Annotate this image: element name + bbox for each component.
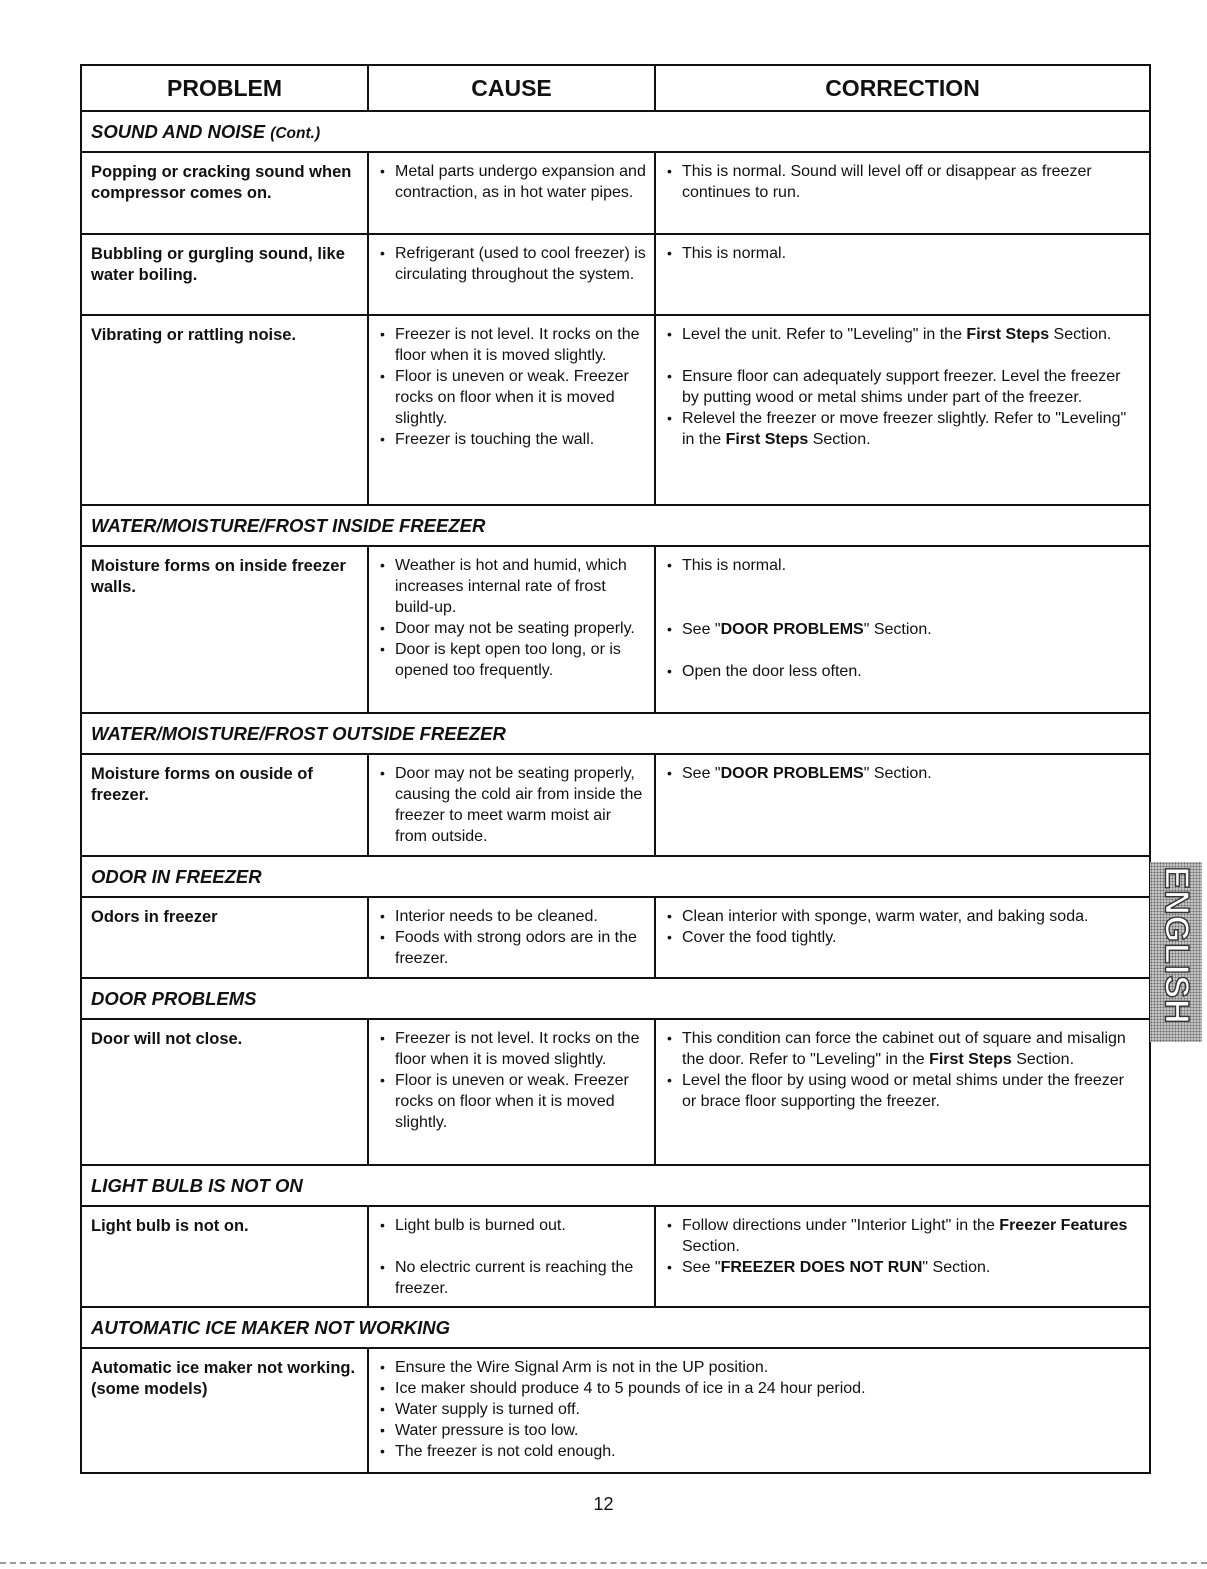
cause-item: • Floor is uneven or weak. Freezer rocks on floor when it is moved slightly. xyxy=(375,1070,646,1133)
correction-text: Section. xyxy=(1011,1051,1075,1068)
list-item: • Water pressure is too low. xyxy=(375,1420,1141,1441)
cause-cell xyxy=(368,897,655,978)
correction-item: • Level the floor by using wood or metal shims under the freezer or brace floor supporting the freezer. xyxy=(662,1070,1141,1112)
cause-cell xyxy=(368,152,655,234)
list-item: • Ensure the Wire Signal Arm is not in the UP position. xyxy=(375,1357,1141,1378)
cause-cell xyxy=(368,234,655,315)
cause-item: • Refrigerant (used to cool freezer) is circulating throughout the system. xyxy=(375,243,646,285)
correction-item: • Ensure floor can adequately support freezer. Level the freezer by putting wood or metal shims under part of the freezer. xyxy=(662,366,1141,408)
bottom-divider xyxy=(0,1562,1207,1564)
table-row xyxy=(81,897,1150,978)
section-reference: First Steps xyxy=(725,431,809,448)
section-row xyxy=(81,111,1150,152)
cause-item: • Floor is uneven or weak. Freezer rocks on floor when it is moved slightly. xyxy=(375,366,646,429)
correction-text: Section. xyxy=(1049,326,1112,343)
cause-item: • Interior needs to be cleaned. xyxy=(375,906,646,927)
cause-cell xyxy=(368,1019,655,1165)
cause-item: • Light bulb is burned out. xyxy=(375,1215,646,1236)
correction-item xyxy=(662,763,1141,784)
correction-item xyxy=(662,408,1141,450)
table-row xyxy=(81,1019,1150,1165)
section-title-outside: WATER/MOISTURE/FROST OUTSIDE FREEZER xyxy=(81,713,1150,754)
cause-item: • No electric current is reaching the freezer. xyxy=(375,1257,646,1299)
cause-item: • Metal parts undergo expansion and contraction, as in hot water pipes. xyxy=(375,161,646,203)
section-reference: First Steps xyxy=(929,1051,1012,1068)
troubleshooting-table xyxy=(80,64,1151,1474)
correction-text: See " xyxy=(682,765,721,782)
list-item: • Ice maker should produce 4 to 5 pounds of ice in a 24 hour period. xyxy=(375,1378,1141,1399)
correction-cell xyxy=(655,1206,1150,1307)
correction-text: This condition can force the cabinet out of square and misalign the door. Refer to "Leveling" in the xyxy=(682,1030,1126,1068)
cause-item: • Freezer is touching the wall. xyxy=(375,429,646,450)
correction-item xyxy=(662,1257,1141,1278)
correction-item: • This is normal. xyxy=(662,555,1141,576)
section-reference: DOOR PROBLEMS xyxy=(720,621,864,638)
correction-item: • Open the door less often. xyxy=(662,661,1141,682)
correction-item: • This is normal. Sound will level off or disappear as freezer continues to run. xyxy=(662,161,1141,203)
correction-item: • Cover the food tightly. xyxy=(662,927,1141,948)
list-item: • The freezer is not cold enough. xyxy=(375,1441,1141,1462)
section-title-inside: WATER/MOISTURE/FROST INSIDE FREEZER xyxy=(81,505,1150,546)
header-problem: PROBLEM xyxy=(81,65,368,111)
correction-cell xyxy=(655,152,1150,234)
section-title-light: LIGHT BULB IS NOT ON xyxy=(81,1165,1150,1206)
correction-text: Relevel the freezer or move freezer slightly. Refer to "Leveling" in the xyxy=(682,410,1127,448)
section-row xyxy=(81,856,1150,897)
header-cause: CAUSE xyxy=(368,65,655,111)
correction-text: See " xyxy=(682,1259,721,1276)
problem-cell: Light bulb is not on. xyxy=(81,1206,368,1307)
correction-text: Section. xyxy=(682,1238,740,1255)
correction-text: " Section. xyxy=(922,1259,991,1276)
section-row xyxy=(81,978,1150,1019)
table-row xyxy=(81,315,1150,505)
correction-item xyxy=(662,1028,1141,1070)
problem-cell: Bubbling or gurgling sound, like water boiling. xyxy=(81,234,368,315)
header-row xyxy=(81,65,1150,111)
section-title-suffix: (Cont.) xyxy=(270,124,321,142)
cause-cell xyxy=(368,754,655,856)
cause-item: • Freezer is not level. It rocks on the floor when it is moved slightly. xyxy=(375,324,646,366)
section-row xyxy=(81,713,1150,754)
correction-cell xyxy=(655,546,1150,713)
language-tab xyxy=(1150,862,1202,1042)
section-row xyxy=(81,1307,1150,1348)
correction-text: " Section. xyxy=(863,765,932,782)
table-row xyxy=(81,234,1150,315)
problem-cell: Moisture forms on ouside of freezer. xyxy=(81,754,368,856)
cause-item: • Weather is hot and humid, which increases internal rate of frost build-up. xyxy=(375,555,646,618)
list-item: • Water supply is turned off. xyxy=(375,1399,1141,1420)
table-row xyxy=(81,754,1150,856)
correction-cell xyxy=(655,234,1150,315)
correction-cell xyxy=(655,1019,1150,1165)
correction-item xyxy=(662,324,1141,345)
problem-cell: Odors in freezer xyxy=(81,897,368,978)
section-title-door: DOOR PROBLEMS xyxy=(81,978,1150,1019)
section-title-text: SOUND AND NOISE xyxy=(91,120,266,142)
cause-cell xyxy=(368,1206,655,1307)
section-reference: DOOR PROBLEMS xyxy=(720,765,864,782)
problem-cell: Door will not close. xyxy=(81,1019,368,1165)
section-title-odor: ODOR IN FREEZER xyxy=(81,856,1150,897)
correction-cell xyxy=(655,315,1150,505)
correction-text: Level the unit. Refer to "Leveling" in the xyxy=(682,326,967,343)
cause-item: • Freezer is not level. It rocks on the floor when it is moved slightly. xyxy=(375,1028,646,1070)
correction-item xyxy=(662,619,1141,640)
section-row xyxy=(81,505,1150,546)
problem-cell: Popping or cracking sound when compressor comes on. xyxy=(81,152,368,234)
cause-item: • Door is kept open too long, or is opened too frequently. xyxy=(375,639,646,681)
correction-cell xyxy=(655,897,1150,978)
correction-text: Follow directions under "Interior Light" in the xyxy=(682,1217,1000,1234)
correction-item: • Clean interior with sponge, warm water, and baking soda. xyxy=(662,906,1141,927)
problem-cell: Moisture forms on inside freezer walls. xyxy=(81,546,368,713)
cause-correction-cell xyxy=(368,1348,1150,1473)
cause-item: • Door may not be seating properly, causing the cold air from inside the freezer to meet warm moist air from outside. xyxy=(375,763,646,847)
cause-item: • Foods with strong odors are in the freezer. xyxy=(375,927,646,969)
table-row xyxy=(81,1206,1150,1307)
correction-cell xyxy=(655,754,1150,856)
problem-cell: Automatic ice maker not working. (some models) xyxy=(81,1348,368,1473)
language-tab-label: ENGLISH xyxy=(1157,866,1196,1025)
section-title-ice: AUTOMATIC ICE MAKER NOT WORKING xyxy=(81,1307,1150,1348)
section-reference: First Steps xyxy=(966,326,1050,343)
page-number: 12 xyxy=(593,1494,614,1514)
section-reference: Freezer Features xyxy=(999,1217,1128,1234)
header-correction: CORRECTION xyxy=(655,65,1150,111)
correction-item: • This is normal. xyxy=(662,243,1141,264)
cause-cell xyxy=(368,546,655,713)
table-row xyxy=(81,546,1150,713)
section-title-sound xyxy=(81,111,1150,152)
section-reference: FREEZER DOES NOT RUN xyxy=(720,1259,923,1276)
table-row xyxy=(81,152,1150,234)
correction-item xyxy=(662,1215,1141,1257)
cause-cell xyxy=(368,315,655,505)
section-row xyxy=(81,1165,1150,1206)
correction-text: " Section. xyxy=(863,621,932,638)
correction-text: See " xyxy=(682,621,721,638)
cause-item: • Door may not be seating properly. xyxy=(375,618,646,639)
table-row xyxy=(81,1348,1150,1473)
problem-cell: Vibrating or rattling noise. xyxy=(81,315,368,505)
correction-text: Section. xyxy=(808,431,871,448)
